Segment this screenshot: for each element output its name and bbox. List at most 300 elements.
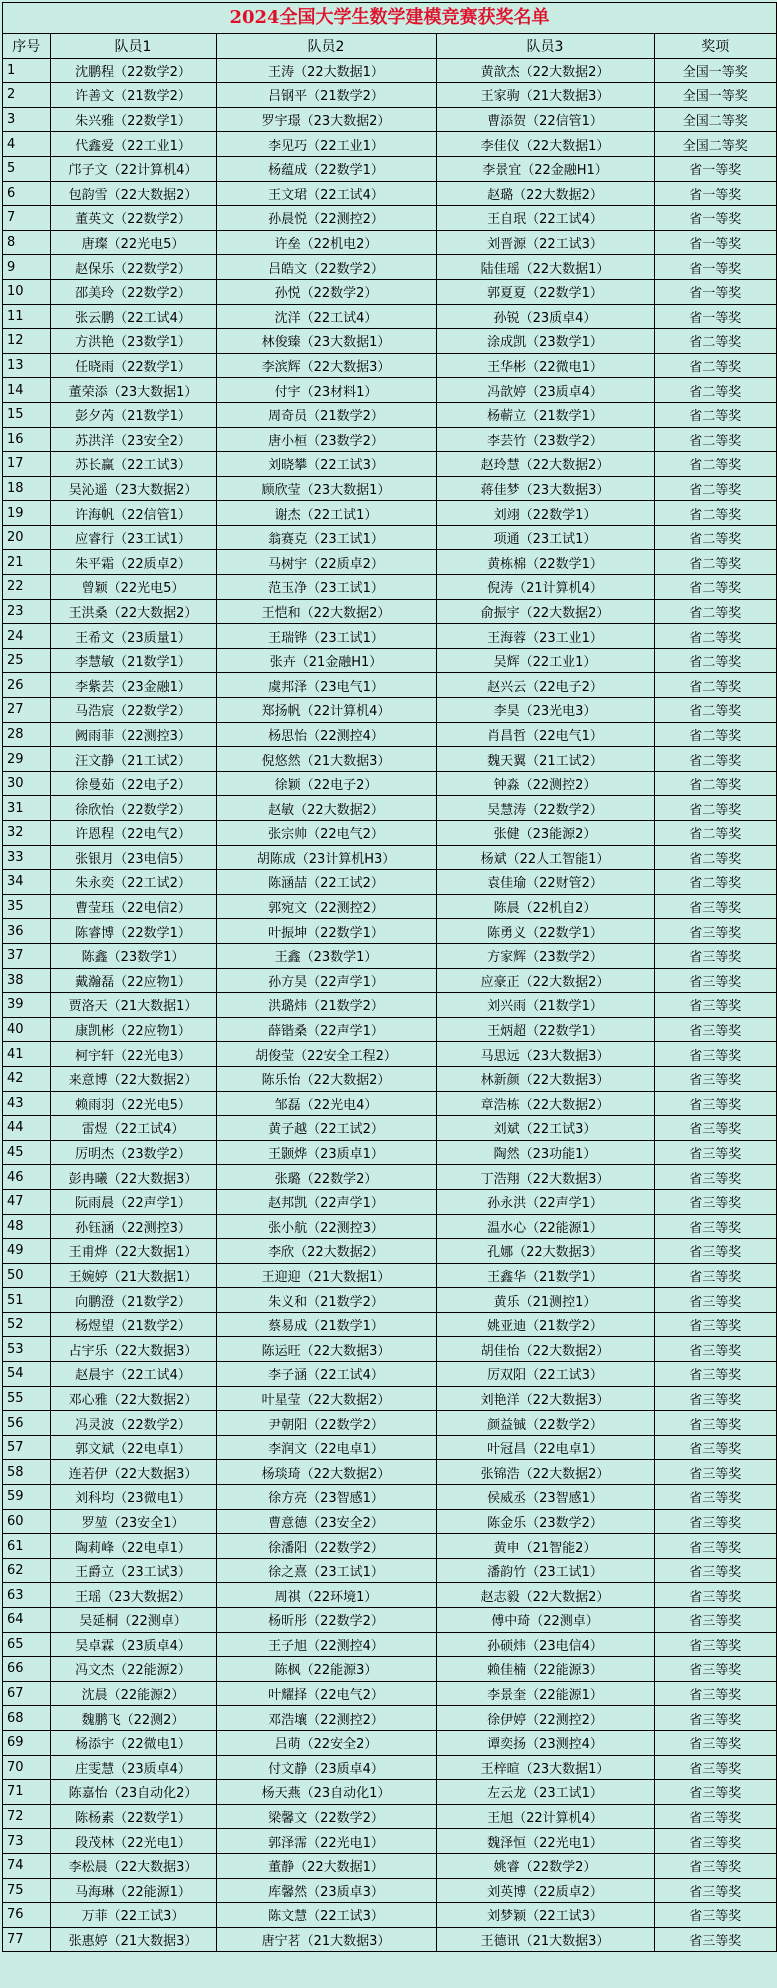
member2-cell: 付宇（23材料1）: [216, 378, 436, 403]
table-row: [3, 894, 776, 919]
member1-cell: 邵美玲（22数学2）: [50, 279, 216, 304]
member3-cell: 冯歆婷（23质卓4）: [436, 378, 654, 403]
member2-cell: 张卉（21金融H1）: [216, 648, 436, 673]
table-row: [3, 353, 776, 378]
member3-cell: 王旭（22计算机4）: [436, 1804, 654, 1829]
member2-cell: 沈洋（22工试4）: [216, 304, 436, 329]
table-row: [3, 845, 776, 870]
member1-cell: 罗堃（23安全1）: [50, 1509, 216, 1534]
member1-cell: 沈鹏程（22数学2）: [50, 58, 216, 83]
row-index: 48: [3, 1214, 50, 1239]
award-cell: 省三等奖: [654, 1411, 776, 1436]
award-cell: 省三等奖: [654, 1435, 776, 1460]
row-index: 61: [3, 1534, 50, 1559]
member2-cell: 周祺（22环境1）: [216, 1583, 436, 1608]
member3-cell: 侯威丞（23智感1）: [436, 1485, 654, 1510]
member3-cell: 王华彬（22微电1）: [436, 353, 654, 378]
row-index: 16: [3, 427, 50, 452]
member3-cell: 刘斌（22工试3）: [436, 1116, 654, 1141]
member2-cell: 王鑫（23数学1）: [216, 943, 436, 968]
table-row: [3, 771, 776, 796]
table-row: [3, 83, 776, 108]
member2-cell: 王颢烨（23质卓1）: [216, 1140, 436, 1165]
table-row: [3, 329, 776, 354]
table-row: [3, 206, 776, 231]
row-index: 28: [3, 722, 50, 747]
award-cell: 省二等奖: [654, 599, 776, 624]
table-row: [3, 821, 776, 846]
award-cell: 省三等奖: [654, 1730, 776, 1755]
award-cell: 省三等奖: [654, 1140, 776, 1165]
member3-cell: 李景宜（22金融H1）: [436, 156, 654, 181]
row-index: 63: [3, 1583, 50, 1608]
member1-cell: 贾洛天（21大数据1）: [50, 993, 216, 1018]
table-row: [3, 476, 776, 501]
member1-cell: 柯宇轩（22光电3）: [50, 1042, 216, 1067]
member2-cell: 尹朝阳（22数学2）: [216, 1411, 436, 1436]
member1-cell: 董荣添（23大数据1）: [50, 378, 216, 403]
member1-cell: 许海帆（22信管1）: [50, 501, 216, 526]
member1-cell: 李慧敏（21数学1）: [50, 648, 216, 673]
header-award: 奖项: [654, 34, 776, 58]
award-cell: 省三等奖: [654, 1583, 776, 1608]
member2-cell: 杨蕴成（22数学1）: [216, 156, 436, 181]
award-cell: 省三等奖: [654, 1091, 776, 1116]
page-title: 2024全国大学生数学建模竞赛获奖名单: [3, 3, 776, 34]
table-row: [3, 255, 776, 280]
member2-cell: 王子旭（22测控4）: [216, 1632, 436, 1657]
row-index: 66: [3, 1657, 50, 1682]
member3-cell: 李景奎（22能源1）: [436, 1681, 654, 1706]
header-member1: 队员1: [50, 34, 216, 58]
award-cell: 省二等奖: [654, 845, 776, 870]
award-cell: 省二等奖: [654, 722, 776, 747]
table-row: [3, 1411, 776, 1436]
award-cell: 省三等奖: [654, 943, 776, 968]
member1-cell: 陈杨素（22数学1）: [50, 1804, 216, 1829]
row-index: 3: [3, 107, 50, 132]
row-index: 44: [3, 1116, 50, 1141]
table-row: [3, 1189, 776, 1214]
row-index: 56: [3, 1411, 50, 1436]
member3-cell: 孙锐（23质卓4）: [436, 304, 654, 329]
award-cell: 省二等奖: [654, 452, 776, 477]
member3-cell: 孙永洪（22声学1）: [436, 1189, 654, 1214]
award-cell: 省二等奖: [654, 673, 776, 698]
table-row: [3, 378, 776, 403]
member2-cell: 陈乐怡（22大数据2）: [216, 1066, 436, 1091]
table-row: [3, 919, 776, 944]
row-index: 45: [3, 1140, 50, 1165]
row-index: 41: [3, 1042, 50, 1067]
member2-cell: 林俊臻（23大数据1）: [216, 329, 436, 354]
award-cell: 省三等奖: [654, 1116, 776, 1141]
award-cell: 省三等奖: [654, 1632, 776, 1657]
table-row: [3, 1386, 776, 1411]
row-index: 20: [3, 525, 50, 550]
member1-cell: 吴卓霖（23质卓4）: [50, 1632, 216, 1657]
table-row: [3, 1730, 776, 1755]
table-row: [3, 796, 776, 821]
member2-cell: 郭宛文（22测控2）: [216, 894, 436, 919]
table-row: [3, 1165, 776, 1190]
member3-cell: 郭夏夏（22数学1）: [436, 279, 654, 304]
header-index: 序号: [3, 34, 50, 58]
member1-cell: 杨煜望（21数学2）: [50, 1312, 216, 1337]
member1-cell: 戴瀚磊（22应物1）: [50, 968, 216, 993]
member2-cell: 李欣（22大数据2）: [216, 1239, 436, 1264]
row-index: 34: [3, 870, 50, 895]
member1-cell: 张惠婷（21大数据3）: [50, 1927, 216, 1951]
table-row: [3, 279, 776, 304]
member3-cell: 赵璐（22大数据2）: [436, 181, 654, 206]
member2-cell: 郭泽霈（22光电1）: [216, 1829, 436, 1854]
table-row: [3, 575, 776, 600]
member1-cell: 阙雨菲（22测控3）: [50, 722, 216, 747]
table-row: [3, 1853, 776, 1878]
member1-cell: 连若伊（22大数据3）: [50, 1460, 216, 1485]
row-index: 14: [3, 378, 50, 403]
member1-cell: 朱兴雅（22数学1）: [50, 107, 216, 132]
table-row: [3, 870, 776, 895]
table-row: [3, 1337, 776, 1362]
row-index: 59: [3, 1485, 50, 1510]
row-index: 24: [3, 624, 50, 649]
row-index: 49: [3, 1239, 50, 1264]
award-cell: 省二等奖: [654, 501, 776, 526]
member2-cell: 洪璐炜（21数学2）: [216, 993, 436, 1018]
award-cell: 省二等奖: [654, 329, 776, 354]
award-cell: 省一等奖: [654, 304, 776, 329]
award-cell: 省一等奖: [654, 279, 776, 304]
member3-cell: 李佳仪（22大数据1）: [436, 132, 654, 157]
table-row: [3, 599, 776, 624]
member2-cell: 叶星莹（22大数据2）: [216, 1386, 436, 1411]
header-member2: 队员2: [216, 34, 436, 58]
row-index: 47: [3, 1189, 50, 1214]
member3-cell: 章浩栋（22大数据2）: [436, 1091, 654, 1116]
member2-cell: 陈文慧（22工试3）: [216, 1903, 436, 1928]
member2-cell: 王涛（22大数据1）: [216, 58, 436, 83]
member1-cell: 厉明杰（23数学2）: [50, 1140, 216, 1165]
member2-cell: 叶振坤（22数学1）: [216, 919, 436, 944]
row-index: 74: [3, 1853, 50, 1878]
award-cell: 省三等奖: [654, 1337, 776, 1362]
member3-cell: 陆佳瑶（22大数据1）: [436, 255, 654, 280]
award-cell: 省三等奖: [654, 1066, 776, 1091]
member1-cell: 李紫芸（23金融1）: [50, 673, 216, 698]
member1-cell: 段茂林（22光电1）: [50, 1829, 216, 1854]
member2-cell: 杨琰琦（22大数据2）: [216, 1460, 436, 1485]
member3-cell: 林新颜（22大数据3）: [436, 1066, 654, 1091]
member2-cell: 薛锴桑（22声学1）: [216, 1017, 436, 1042]
member1-cell: 朱永奕（22工试2）: [50, 870, 216, 895]
member1-cell: 沈晨（22能源2）: [50, 1681, 216, 1706]
table-row: [3, 452, 776, 477]
member2-cell: 倪悠然（21大数据3）: [216, 747, 436, 772]
member3-cell: 姚亚迪（21数学2）: [436, 1312, 654, 1337]
member1-cell: 王爵立（23工试3）: [50, 1558, 216, 1583]
row-index: 36: [3, 919, 50, 944]
member1-cell: 徐欣怡（22数学2）: [50, 796, 216, 821]
member1-cell: 向鹏澄（21数学2）: [50, 1288, 216, 1313]
row-index: 5: [3, 156, 50, 181]
table-row: [3, 1435, 776, 1460]
row-index: 17: [3, 452, 50, 477]
row-index: 68: [3, 1706, 50, 1731]
row-index: 27: [3, 698, 50, 723]
member2-cell: 虞邦泽（23电气1）: [216, 673, 436, 698]
table-row: [3, 107, 776, 132]
award-cell: 省三等奖: [654, 1853, 776, 1878]
member1-cell: 董英文（22数学2）: [50, 206, 216, 231]
table-row: [3, 1214, 776, 1239]
member2-cell: 邓浩壤（22测控2）: [216, 1706, 436, 1731]
row-index: 51: [3, 1288, 50, 1313]
member3-cell: 刘英博（22质卓2）: [436, 1878, 654, 1903]
member3-cell: 王鑫华（21数学1）: [436, 1263, 654, 1288]
table-row: [3, 132, 776, 157]
table-row: [3, 1927, 776, 1951]
member2-cell: 付文静（23质卓4）: [216, 1755, 436, 1780]
member3-cell: 杨斌（22人工智能1）: [436, 845, 654, 870]
member3-cell: 蒋佳梦（23大数据3）: [436, 476, 654, 501]
member2-cell: 叶耀择（22电气2）: [216, 1681, 436, 1706]
member1-cell: 王甫烨（22大数据1）: [50, 1239, 216, 1264]
header-member3: 队员3: [436, 34, 654, 58]
table-row: [3, 1706, 776, 1731]
table-row: [3, 1066, 776, 1091]
table-row: [3, 1657, 776, 1682]
member1-cell: 万菲（22工试3）: [50, 1903, 216, 1928]
member3-cell: 赵兴云（22电子2）: [436, 673, 654, 698]
member1-cell: 曹莹珏（22电信2）: [50, 894, 216, 919]
member1-cell: 杨添宇（22微电1）: [50, 1730, 216, 1755]
table-row: [3, 943, 776, 968]
header-row: [3, 34, 776, 58]
award-sheet: [2, 2, 777, 1952]
member3-cell: 姚睿（22数学2）: [436, 1853, 654, 1878]
table-row: [3, 1263, 776, 1288]
award-cell: 省三等奖: [654, 1017, 776, 1042]
member3-cell: 刘艳洋（22大数据3）: [436, 1386, 654, 1411]
member1-cell: 邓心雅（22大数据2）: [50, 1386, 216, 1411]
member2-cell: 赵敏（22大数据2）: [216, 796, 436, 821]
row-index: 18: [3, 476, 50, 501]
member3-cell: 赵玲慧（22大数据2）: [436, 452, 654, 477]
table-row: [3, 993, 776, 1018]
table-row: [3, 1288, 776, 1313]
member3-cell: 陈金乐（23数学2）: [436, 1509, 654, 1534]
row-index: 6: [3, 181, 50, 206]
row-index: 29: [3, 747, 50, 772]
table-row: [3, 1239, 776, 1264]
row-index: 26: [3, 673, 50, 698]
award-cell: 省二等奖: [654, 796, 776, 821]
member1-cell: 阮雨晨（22声学1）: [50, 1189, 216, 1214]
member2-cell: 梁馨文（22数学2）: [216, 1804, 436, 1829]
table-row: [3, 501, 776, 526]
member3-cell: 王炳超（22数学1）: [436, 1017, 654, 1042]
member2-cell: 徐潘阳（22数学2）: [216, 1534, 436, 1559]
member1-cell: 彭冉曦（22大数据3）: [50, 1165, 216, 1190]
row-index: 8: [3, 230, 50, 255]
table-row: [3, 1632, 776, 1657]
member3-cell: 傅中琦（22测卓）: [436, 1608, 654, 1633]
member1-cell: 王瑶（23大数据2）: [50, 1583, 216, 1608]
member3-cell: 李芸竹（23数学2）: [436, 427, 654, 452]
member3-cell: 袁佳瑜（22财管2）: [436, 870, 654, 895]
award-cell: 省三等奖: [654, 1239, 776, 1264]
member3-cell: 吴辉（22工业1）: [436, 648, 654, 673]
row-index: 73: [3, 1829, 50, 1854]
member3-cell: 赵志毅（22大数据2）: [436, 1583, 654, 1608]
award-cell: 省三等奖: [654, 1706, 776, 1731]
table-row: [3, 1903, 776, 1928]
award-cell: 省三等奖: [654, 1903, 776, 1928]
row-index: 46: [3, 1165, 50, 1190]
member2-cell: 翁赛克（23工试1）: [216, 525, 436, 550]
award-cell: 省三等奖: [654, 1657, 776, 1682]
member1-cell: 张云鹏（22工试4）: [50, 304, 216, 329]
award-cell: 全国一等奖: [654, 83, 776, 108]
member1-cell: 赖雨羽（22光电5）: [50, 1091, 216, 1116]
row-index: 64: [3, 1608, 50, 1633]
award-cell: 省一等奖: [654, 255, 776, 280]
member1-cell: 王洪桑（22大数据2）: [50, 599, 216, 624]
member1-cell: 王婉婷（21大数据1）: [50, 1263, 216, 1288]
member3-cell: 徐伊婷（22测控2）: [436, 1706, 654, 1731]
member1-cell: 包韵雪（22大数据2）: [50, 181, 216, 206]
member2-cell: 王瑞铧（23工试1）: [216, 624, 436, 649]
table-row: [3, 1460, 776, 1485]
row-index: 19: [3, 501, 50, 526]
row-index: 31: [3, 796, 50, 821]
member1-cell: 赵保乐（22数学2）: [50, 255, 216, 280]
member3-cell: 陈勇义（22数学1）: [436, 919, 654, 944]
member3-cell: 胡佳怡（22大数据2）: [436, 1337, 654, 1362]
member1-cell: 曾颖（22光电5）: [50, 575, 216, 600]
award-cell: 省三等奖: [654, 1189, 776, 1214]
table-row: [3, 525, 776, 550]
member2-cell: 杨思怡（22测控4）: [216, 722, 436, 747]
row-index: 21: [3, 550, 50, 575]
row-index: 60: [3, 1509, 50, 1534]
table-row: [3, 181, 776, 206]
member2-cell: 王恺和（22大数据2）: [216, 599, 436, 624]
row-index: 65: [3, 1632, 50, 1657]
table-row: [3, 1017, 776, 1042]
member1-cell: 徐曼茹（22电子2）: [50, 771, 216, 796]
table-row: [3, 1362, 776, 1387]
row-index: 10: [3, 279, 50, 304]
member2-cell: 陈涵喆（22工试2）: [216, 870, 436, 895]
member3-cell: 王梓暄（23大数据1）: [436, 1755, 654, 1780]
member1-cell: 孙钰涵（22测控3）: [50, 1214, 216, 1239]
member3-cell: 陈晨（22机自2）: [436, 894, 654, 919]
member3-cell: 张锦浩（22大数据2）: [436, 1460, 654, 1485]
row-index: 43: [3, 1091, 50, 1116]
member2-cell: 吕皓文（22数学2）: [216, 255, 436, 280]
award-cell: 省三等奖: [654, 1878, 776, 1903]
member1-cell: 陶莉峰（22电卓1）: [50, 1534, 216, 1559]
row-index: 12: [3, 329, 50, 354]
award-cell: 省三等奖: [654, 1460, 776, 1485]
member1-cell: 雷煜（22工试4）: [50, 1116, 216, 1141]
member1-cell: 刘科均（23微电1）: [50, 1485, 216, 1510]
member2-cell: 李润文（22电卓1）: [216, 1435, 436, 1460]
award-cell: 省二等奖: [654, 575, 776, 600]
member3-cell: 颜益铖（22数学2）: [436, 1411, 654, 1436]
member2-cell: 罗宇璟（23大数据2）: [216, 107, 436, 132]
row-index: 42: [3, 1066, 50, 1091]
table-row: [3, 968, 776, 993]
member3-cell: 潘韵竹（23工试1）: [436, 1558, 654, 1583]
row-index: 53: [3, 1337, 50, 1362]
award-cell: 省二等奖: [654, 378, 776, 403]
member3-cell: 肖昌哲（22电气1）: [436, 722, 654, 747]
award-cell: 省一等奖: [654, 181, 776, 206]
member3-cell: 应豪正（22大数据2）: [436, 968, 654, 993]
award-cell: 省三等奖: [654, 993, 776, 1018]
row-index: 50: [3, 1263, 50, 1288]
row-index: 71: [3, 1780, 50, 1805]
member3-cell: 王德讯（21大数据3）: [436, 1927, 654, 1951]
row-index: 75: [3, 1878, 50, 1903]
member2-cell: 周奇员（21数学2）: [216, 402, 436, 427]
award-cell: 省三等奖: [654, 1263, 776, 1288]
member1-cell: 赵晨宇（22工试4）: [50, 1362, 216, 1387]
award-cell: 全国二等奖: [654, 132, 776, 157]
row-index: 58: [3, 1460, 50, 1485]
member1-cell: 张银月（23电信5）: [50, 845, 216, 870]
award-cell: 省二等奖: [654, 698, 776, 723]
award-cell: 全国二等奖: [654, 107, 776, 132]
award-cell: 省一等奖: [654, 156, 776, 181]
member1-cell: 彭夕芮（21数学1）: [50, 402, 216, 427]
member1-cell: 庄雯慧（23质卓4）: [50, 1755, 216, 1780]
member2-cell: 徐之熹（23工试1）: [216, 1558, 436, 1583]
award-cell: 省三等奖: [654, 1288, 776, 1313]
member1-cell: 马海琳（22能源1）: [50, 1878, 216, 1903]
member2-cell: 徐方亮（23智感1）: [216, 1485, 436, 1510]
member1-cell: 许恩程（22电气2）: [50, 821, 216, 846]
award-cell: 省二等奖: [654, 550, 776, 575]
member2-cell: 吕萌（22安全2）: [216, 1730, 436, 1755]
award-cell: 省三等奖: [654, 1485, 776, 1510]
award-cell: 省三等奖: [654, 1755, 776, 1780]
member2-cell: 赵邦凯（22声学1）: [216, 1189, 436, 1214]
member3-cell: 陶然（23功能1）: [436, 1140, 654, 1165]
member3-cell: 王海蓉（23工业1）: [436, 624, 654, 649]
member2-cell: 胡陈成（23计算机H3）: [216, 845, 436, 870]
award-cell: 省二等奖: [654, 870, 776, 895]
table-row: [3, 230, 776, 255]
table-row: [3, 1878, 776, 1903]
table-row: [3, 722, 776, 747]
award-cell: 省三等奖: [654, 1927, 776, 1951]
award-cell: 省三等奖: [654, 1829, 776, 1854]
member1-cell: 代鑫爱（22工业1）: [50, 132, 216, 157]
row-index: 69: [3, 1730, 50, 1755]
member2-cell: 李子涵（22工试4）: [216, 1362, 436, 1387]
member2-cell: 王文珺（22工试4）: [216, 181, 436, 206]
award-cell: 省三等奖: [654, 1558, 776, 1583]
member2-cell: 曹意德（23安全2）: [216, 1509, 436, 1534]
member3-cell: 厉双阳（22工试3）: [436, 1362, 654, 1387]
award-cell: 省三等奖: [654, 1042, 776, 1067]
member3-cell: 叶冠昌（22电卓1）: [436, 1435, 654, 1460]
